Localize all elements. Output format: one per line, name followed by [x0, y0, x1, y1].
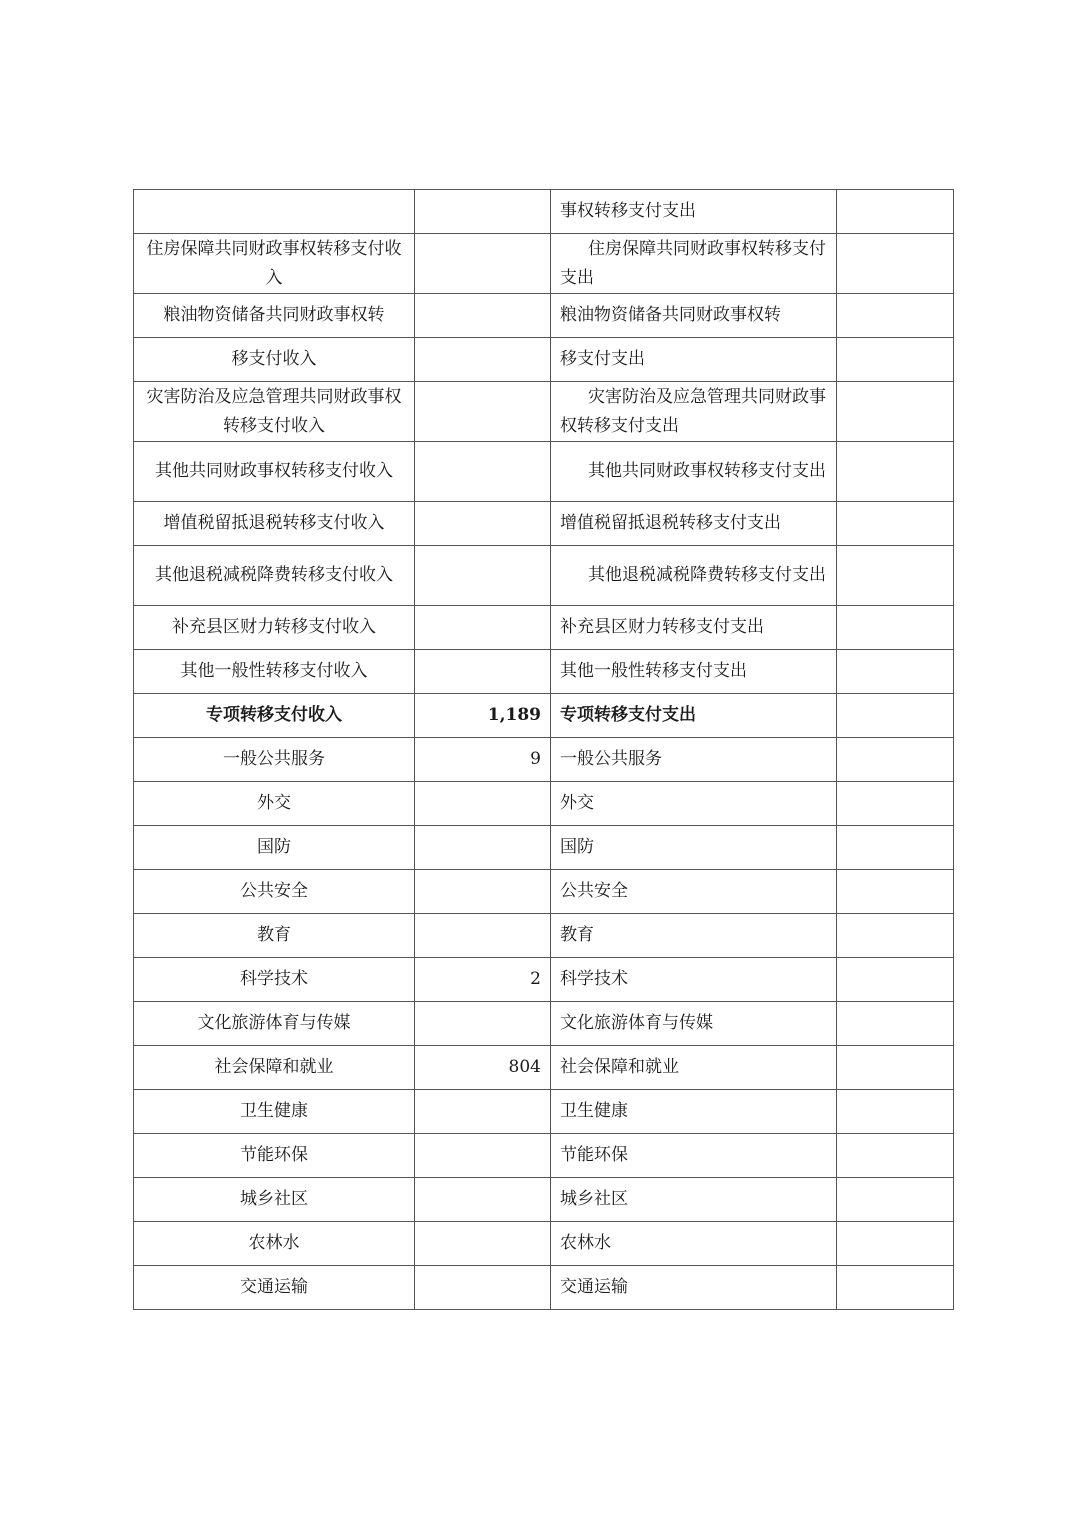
expense-item: 其他一般性转移支付支出 [551, 650, 837, 694]
income-item: 其他一般性转移支付收入 [134, 650, 415, 694]
income-item: 其他共同财政事权转移支付收入 [134, 442, 415, 502]
income-item: 科学技术 [134, 958, 415, 1002]
income-item: 社会保障和就业 [134, 1046, 415, 1090]
income-item: 卫生健康 [134, 1090, 415, 1134]
expense-amount [837, 738, 954, 782]
expense-amount [837, 294, 954, 338]
expense-item: 增值税留抵退税转移支付支出 [551, 502, 837, 546]
table-row [134, 382, 954, 442]
budget-table [133, 189, 954, 1310]
expense-amount [837, 1002, 954, 1046]
income-amount [415, 1178, 551, 1222]
income-amount [415, 1002, 551, 1046]
income-item: 移支付收入 [134, 338, 415, 382]
income-item: 外交 [134, 782, 415, 826]
expense-amount [837, 1266, 954, 1310]
expense-item: 粮油物资储备共同财政事权转 [551, 294, 837, 338]
expense-item: 住房保障共同财政事权转移支付支出 [551, 234, 837, 294]
expense-amount [837, 1134, 954, 1178]
expense-item: 科学技术 [551, 958, 837, 1002]
income-item: 其他退税减税降费转移支付收入 [134, 546, 415, 606]
expense-amount [837, 1222, 954, 1266]
expense-amount [837, 1046, 954, 1090]
expense-amount [837, 190, 954, 234]
expense-amount [837, 782, 954, 826]
income-amount [415, 1134, 551, 1178]
expense-item: 教育 [551, 914, 837, 958]
income-amount [415, 382, 551, 442]
income-amount [415, 502, 551, 546]
table-row [134, 1090, 954, 1134]
income-amount: 9 [415, 738, 551, 782]
table-row [134, 1222, 954, 1266]
income-item: 城乡社区 [134, 1178, 415, 1222]
income-amount [415, 782, 551, 826]
expense-item: 其他退税减税降费转移支付支出 [551, 546, 837, 606]
expense-amount [837, 442, 954, 502]
table-row [134, 914, 954, 958]
income-amount [415, 606, 551, 650]
expense-amount [837, 502, 954, 546]
table-row [134, 650, 954, 694]
table-row [134, 190, 954, 234]
income-amount [415, 650, 551, 694]
expense-amount [837, 1090, 954, 1134]
expense-amount [837, 606, 954, 650]
expense-item: 社会保障和就业 [551, 1046, 837, 1090]
income-item: 灾害防治及应急管理共同财政事权转移支付收入 [134, 382, 415, 442]
income-item: 国防 [134, 826, 415, 870]
expense-amount [837, 914, 954, 958]
expense-item: 城乡社区 [551, 1178, 837, 1222]
expense-amount [837, 382, 954, 442]
income-amount [415, 190, 551, 234]
income-amount [415, 294, 551, 338]
expense-item: 公共安全 [551, 870, 837, 914]
table-row [134, 1046, 954, 1090]
expense-item: 一般公共服务 [551, 738, 837, 782]
income-item: 公共安全 [134, 870, 415, 914]
table-row [134, 442, 954, 502]
table-row [134, 294, 954, 338]
expense-amount [837, 546, 954, 606]
expense-item: 外交 [551, 782, 837, 826]
expense-item: 移支付支出 [551, 338, 837, 382]
income-item [134, 190, 415, 234]
income-item: 粮油物资储备共同财政事权转 [134, 294, 415, 338]
expense-amount [837, 826, 954, 870]
expense-item: 专项转移支付支出 [551, 694, 837, 738]
income-amount [415, 234, 551, 294]
income-amount [415, 826, 551, 870]
expense-amount [837, 694, 954, 738]
income-amount: 804 [415, 1046, 551, 1090]
income-amount [415, 1266, 551, 1310]
income-amount [415, 338, 551, 382]
table-row-subtotal [134, 694, 954, 738]
income-amount: 2 [415, 958, 551, 1002]
income-amount [415, 914, 551, 958]
table-row [134, 546, 954, 606]
expense-item: 卫生健康 [551, 1090, 837, 1134]
income-amount: 1,189 [415, 694, 551, 738]
expense-item: 农林水 [551, 1222, 837, 1266]
income-item: 一般公共服务 [134, 738, 415, 782]
income-amount [415, 1222, 551, 1266]
income-item: 增值税留抵退税转移支付收入 [134, 502, 415, 546]
expense-item: 灾害防治及应急管理共同财政事权转移支付支出 [551, 382, 837, 442]
income-item: 农林水 [134, 1222, 415, 1266]
expense-amount [837, 870, 954, 914]
expense-amount [837, 1178, 954, 1222]
table-row [134, 738, 954, 782]
expense-amount [837, 338, 954, 382]
expense-item: 国防 [551, 826, 837, 870]
table-row [134, 1002, 954, 1046]
table-row [134, 502, 954, 546]
income-amount [415, 870, 551, 914]
table-row [134, 338, 954, 382]
table-row [134, 782, 954, 826]
table-row [134, 1178, 954, 1222]
table-row [134, 958, 954, 1002]
income-item: 文化旅游体育与传媒 [134, 1002, 415, 1046]
income-item: 住房保障共同财政事权转移支付收入 [134, 234, 415, 294]
income-amount [415, 546, 551, 606]
income-amount [415, 1090, 551, 1134]
income-item: 专项转移支付收入 [134, 694, 415, 738]
table-row [134, 606, 954, 650]
table-row [134, 826, 954, 870]
income-item: 教育 [134, 914, 415, 958]
income-item: 节能环保 [134, 1134, 415, 1178]
table-row [134, 1134, 954, 1178]
expense-item: 事权转移支付支出 [551, 190, 837, 234]
income-amount [415, 442, 551, 502]
expense-amount [837, 234, 954, 294]
income-item: 交通运输 [134, 1266, 415, 1310]
table-row [134, 234, 954, 294]
table-row [134, 1266, 954, 1310]
table-row [134, 870, 954, 914]
expense-item: 节能环保 [551, 1134, 837, 1178]
income-item: 补充县区财力转移支付收入 [134, 606, 415, 650]
expense-item: 交通运输 [551, 1266, 837, 1310]
expense-amount [837, 958, 954, 1002]
expense-amount [837, 650, 954, 694]
expense-item: 其他共同财政事权转移支付支出 [551, 442, 837, 502]
expense-item: 补充县区财力转移支付支出 [551, 606, 837, 650]
expense-item: 文化旅游体育与传媒 [551, 1002, 837, 1046]
